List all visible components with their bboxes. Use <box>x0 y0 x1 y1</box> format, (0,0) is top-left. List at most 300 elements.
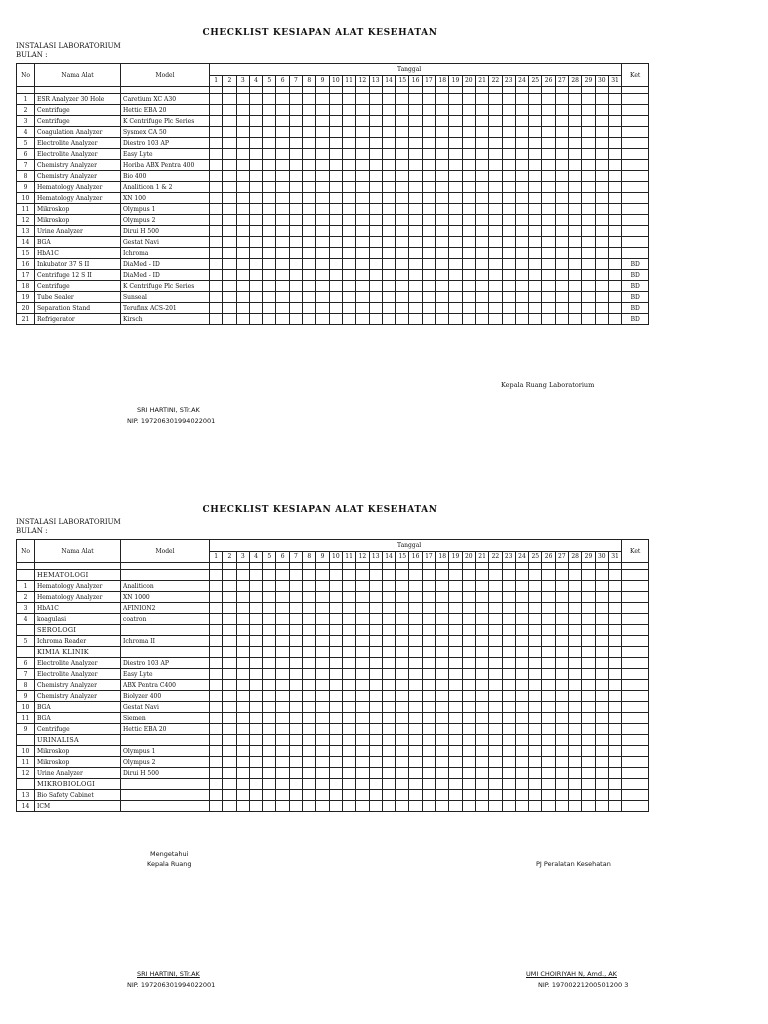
day-check-cell[interactable] <box>289 658 302 669</box>
day-check-cell[interactable] <box>582 724 595 735</box>
day-check-cell[interactable] <box>608 746 621 757</box>
day-check-cell[interactable] <box>369 138 382 149</box>
day-check-cell[interactable] <box>396 625 409 636</box>
day-check-cell[interactable] <box>542 570 555 581</box>
day-check-cell[interactable] <box>436 292 449 303</box>
day-check-cell[interactable] <box>382 768 395 779</box>
day-check-cell[interactable] <box>316 171 329 182</box>
day-check-cell[interactable] <box>236 105 249 116</box>
day-check-cell[interactable] <box>289 204 302 215</box>
day-check-cell[interactable] <box>263 204 276 215</box>
day-check-cell[interactable] <box>210 603 223 614</box>
day-check-cell[interactable] <box>276 281 289 292</box>
day-check-cell[interactable] <box>595 270 608 281</box>
day-check-cell[interactable] <box>595 768 608 779</box>
day-check-cell[interactable] <box>475 669 488 680</box>
day-check-cell[interactable] <box>276 94 289 105</box>
day-check-cell[interactable] <box>316 94 329 105</box>
day-check-cell[interactable] <box>316 768 329 779</box>
day-check-cell[interactable] <box>489 215 502 226</box>
day-check-cell[interactable] <box>369 127 382 138</box>
day-check-cell[interactable] <box>489 801 502 812</box>
day-check-cell[interactable] <box>236 215 249 226</box>
day-check-cell[interactable] <box>329 570 342 581</box>
day-check-cell[interactable] <box>569 669 582 680</box>
day-check-cell[interactable] <box>369 215 382 226</box>
day-check-cell[interactable] <box>555 292 568 303</box>
day-check-cell[interactable] <box>210 581 223 592</box>
day-check-cell[interactable] <box>263 680 276 691</box>
day-check-cell[interactable] <box>529 182 542 193</box>
day-check-cell[interactable] <box>369 570 382 581</box>
day-check-cell[interactable] <box>436 757 449 768</box>
day-check-cell[interactable] <box>462 570 475 581</box>
day-check-cell[interactable] <box>409 603 422 614</box>
day-check-cell[interactable] <box>316 215 329 226</box>
day-check-cell[interactable] <box>582 226 595 237</box>
day-check-cell[interactable] <box>462 270 475 281</box>
day-check-cell[interactable] <box>303 801 316 812</box>
day-check-cell[interactable] <box>409 713 422 724</box>
day-check-cell[interactable] <box>249 790 262 801</box>
day-check-cell[interactable] <box>502 757 515 768</box>
day-check-cell[interactable] <box>542 248 555 259</box>
day-check-cell[interactable] <box>436 614 449 625</box>
day-check-cell[interactable] <box>462 779 475 790</box>
day-check-cell[interactable] <box>542 724 555 735</box>
day-check-cell[interactable] <box>449 669 462 680</box>
day-check-cell[interactable] <box>236 592 249 603</box>
day-check-cell[interactable] <box>303 691 316 702</box>
day-check-cell[interactable] <box>608 757 621 768</box>
day-check-cell[interactable] <box>475 603 488 614</box>
day-check-cell[interactable] <box>449 270 462 281</box>
day-check-cell[interactable] <box>210 713 223 724</box>
day-check-cell[interactable] <box>582 713 595 724</box>
day-check-cell[interactable] <box>422 636 435 647</box>
day-check-cell[interactable] <box>303 647 316 658</box>
day-check-cell[interactable] <box>422 658 435 669</box>
day-check-cell[interactable] <box>303 735 316 746</box>
day-check-cell[interactable] <box>409 768 422 779</box>
day-check-cell[interactable] <box>608 702 621 713</box>
day-check-cell[interactable] <box>369 581 382 592</box>
day-check-cell[interactable] <box>462 614 475 625</box>
day-check-cell[interactable] <box>316 105 329 116</box>
day-check-cell[interactable] <box>502 680 515 691</box>
day-check-cell[interactable] <box>263 138 276 149</box>
day-check-cell[interactable] <box>210 691 223 702</box>
day-check-cell[interactable] <box>608 790 621 801</box>
day-check-cell[interactable] <box>555 281 568 292</box>
day-check-cell[interactable] <box>249 204 262 215</box>
day-check-cell[interactable] <box>569 226 582 237</box>
day-check-cell[interactable] <box>223 636 236 647</box>
day-check-cell[interactable] <box>263 757 276 768</box>
day-check-cell[interactable] <box>449 314 462 325</box>
day-check-cell[interactable] <box>263 94 276 105</box>
day-check-cell[interactable] <box>316 116 329 127</box>
day-check-cell[interactable] <box>475 237 488 248</box>
day-check-cell[interactable] <box>462 746 475 757</box>
day-check-cell[interactable] <box>475 592 488 603</box>
day-check-cell[interactable] <box>555 779 568 790</box>
day-check-cell[interactable] <box>515 790 528 801</box>
day-check-cell[interactable] <box>303 171 316 182</box>
day-check-cell[interactable] <box>249 636 262 647</box>
day-check-cell[interactable] <box>409 94 422 105</box>
day-check-cell[interactable] <box>422 171 435 182</box>
day-check-cell[interactable] <box>542 746 555 757</box>
day-check-cell[interactable] <box>263 237 276 248</box>
day-check-cell[interactable] <box>608 768 621 779</box>
day-check-cell[interactable] <box>396 603 409 614</box>
day-check-cell[interactable] <box>223 713 236 724</box>
day-check-cell[interactable] <box>475 204 488 215</box>
day-check-cell[interactable] <box>608 658 621 669</box>
day-check-cell[interactable] <box>608 603 621 614</box>
day-check-cell[interactable] <box>276 237 289 248</box>
day-check-cell[interactable] <box>462 138 475 149</box>
day-check-cell[interactable] <box>223 237 236 248</box>
day-check-cell[interactable] <box>462 757 475 768</box>
day-check-cell[interactable] <box>316 647 329 658</box>
day-check-cell[interactable] <box>236 603 249 614</box>
day-check-cell[interactable] <box>595 138 608 149</box>
day-check-cell[interactable] <box>356 691 369 702</box>
day-check-cell[interactable] <box>515 603 528 614</box>
day-check-cell[interactable] <box>342 768 355 779</box>
day-check-cell[interactable] <box>263 691 276 702</box>
day-check-cell[interactable] <box>382 116 395 127</box>
day-check-cell[interactable] <box>569 658 582 669</box>
day-check-cell[interactable] <box>210 248 223 259</box>
day-check-cell[interactable] <box>462 768 475 779</box>
day-check-cell[interactable] <box>608 647 621 658</box>
day-check-cell[interactable] <box>462 691 475 702</box>
day-check-cell[interactable] <box>475 757 488 768</box>
day-check-cell[interactable] <box>276 724 289 735</box>
day-check-cell[interactable] <box>422 204 435 215</box>
day-check-cell[interactable] <box>449 182 462 193</box>
day-check-cell[interactable] <box>329 193 342 204</box>
day-check-cell[interactable] <box>489 237 502 248</box>
day-check-cell[interactable] <box>263 625 276 636</box>
day-check-cell[interactable] <box>608 226 621 237</box>
day-check-cell[interactable] <box>595 248 608 259</box>
day-check-cell[interactable] <box>210 647 223 658</box>
day-check-cell[interactable] <box>515 237 528 248</box>
day-check-cell[interactable] <box>236 779 249 790</box>
day-check-cell[interactable] <box>422 614 435 625</box>
day-check-cell[interactable] <box>356 182 369 193</box>
day-check-cell[interactable] <box>462 259 475 270</box>
day-check-cell[interactable] <box>569 790 582 801</box>
day-check-cell[interactable] <box>396 314 409 325</box>
day-check-cell[interactable] <box>263 614 276 625</box>
day-check-cell[interactable] <box>582 691 595 702</box>
day-check-cell[interactable] <box>462 127 475 138</box>
day-check-cell[interactable] <box>489 149 502 160</box>
day-check-cell[interactable] <box>529 160 542 171</box>
day-check-cell[interactable] <box>436 779 449 790</box>
day-check-cell[interactable] <box>329 581 342 592</box>
day-check-cell[interactable] <box>289 182 302 193</box>
day-check-cell[interactable] <box>210 669 223 680</box>
day-check-cell[interactable] <box>223 768 236 779</box>
day-check-cell[interactable] <box>223 160 236 171</box>
day-check-cell[interactable] <box>276 292 289 303</box>
day-check-cell[interactable] <box>569 603 582 614</box>
day-check-cell[interactable] <box>276 614 289 625</box>
day-check-cell[interactable] <box>462 237 475 248</box>
day-check-cell[interactable] <box>276 138 289 149</box>
day-check-cell[interactable] <box>369 281 382 292</box>
day-check-cell[interactable] <box>475 171 488 182</box>
day-check-cell[interactable] <box>329 702 342 713</box>
day-check-cell[interactable] <box>356 116 369 127</box>
day-check-cell[interactable] <box>475 149 488 160</box>
day-check-cell[interactable] <box>342 680 355 691</box>
day-check-cell[interactable] <box>489 592 502 603</box>
day-check-cell[interactable] <box>542 171 555 182</box>
day-check-cell[interactable] <box>303 669 316 680</box>
day-check-cell[interactable] <box>249 614 262 625</box>
day-check-cell[interactable] <box>462 204 475 215</box>
day-check-cell[interactable] <box>223 270 236 281</box>
day-check-cell[interactable] <box>595 215 608 226</box>
day-check-cell[interactable] <box>210 790 223 801</box>
day-check-cell[interactable] <box>342 603 355 614</box>
day-check-cell[interactable] <box>608 581 621 592</box>
day-check-cell[interactable] <box>449 171 462 182</box>
day-check-cell[interactable] <box>236 702 249 713</box>
day-check-cell[interactable] <box>542 270 555 281</box>
day-check-cell[interactable] <box>210 702 223 713</box>
day-check-cell[interactable] <box>409 757 422 768</box>
day-check-cell[interactable] <box>342 182 355 193</box>
day-check-cell[interactable] <box>342 314 355 325</box>
day-check-cell[interactable] <box>236 691 249 702</box>
day-check-cell[interactable] <box>595 160 608 171</box>
day-check-cell[interactable] <box>236 226 249 237</box>
day-check-cell[interactable] <box>356 193 369 204</box>
day-check-cell[interactable] <box>502 116 515 127</box>
day-check-cell[interactable] <box>582 592 595 603</box>
day-check-cell[interactable] <box>396 790 409 801</box>
day-check-cell[interactable] <box>356 669 369 680</box>
day-check-cell[interactable] <box>449 735 462 746</box>
day-check-cell[interactable] <box>356 204 369 215</box>
day-check-cell[interactable] <box>236 94 249 105</box>
day-check-cell[interactable] <box>329 314 342 325</box>
day-check-cell[interactable] <box>276 603 289 614</box>
day-check-cell[interactable] <box>449 713 462 724</box>
day-check-cell[interactable] <box>236 625 249 636</box>
day-check-cell[interactable] <box>263 292 276 303</box>
day-check-cell[interactable] <box>316 669 329 680</box>
day-check-cell[interactable] <box>569 581 582 592</box>
day-check-cell[interactable] <box>329 149 342 160</box>
day-check-cell[interactable] <box>475 303 488 314</box>
day-check-cell[interactable] <box>210 768 223 779</box>
day-check-cell[interactable] <box>436 735 449 746</box>
day-check-cell[interactable] <box>329 768 342 779</box>
day-check-cell[interactable] <box>529 248 542 259</box>
day-check-cell[interactable] <box>569 625 582 636</box>
day-check-cell[interactable] <box>356 105 369 116</box>
day-check-cell[interactable] <box>569 281 582 292</box>
day-check-cell[interactable] <box>529 592 542 603</box>
day-check-cell[interactable] <box>608 182 621 193</box>
day-check-cell[interactable] <box>502 790 515 801</box>
day-check-cell[interactable] <box>582 182 595 193</box>
day-check-cell[interactable] <box>409 303 422 314</box>
day-check-cell[interactable] <box>303 259 316 270</box>
day-check-cell[interactable] <box>263 658 276 669</box>
day-check-cell[interactable] <box>462 281 475 292</box>
day-check-cell[interactable] <box>329 204 342 215</box>
day-check-cell[interactable] <box>223 105 236 116</box>
day-check-cell[interactable] <box>249 116 262 127</box>
day-check-cell[interactable] <box>582 105 595 116</box>
day-check-cell[interactable] <box>608 570 621 581</box>
day-check-cell[interactable] <box>249 105 262 116</box>
day-check-cell[interactable] <box>249 303 262 314</box>
day-check-cell[interactable] <box>263 581 276 592</box>
day-check-cell[interactable] <box>316 658 329 669</box>
day-check-cell[interactable] <box>356 658 369 669</box>
day-check-cell[interactable] <box>236 237 249 248</box>
day-check-cell[interactable] <box>515 779 528 790</box>
day-check-cell[interactable] <box>316 735 329 746</box>
day-check-cell[interactable] <box>289 226 302 237</box>
day-check-cell[interactable] <box>515 270 528 281</box>
day-check-cell[interactable] <box>210 735 223 746</box>
day-check-cell[interactable] <box>329 680 342 691</box>
day-check-cell[interactable] <box>502 647 515 658</box>
day-check-cell[interactable] <box>569 768 582 779</box>
day-check-cell[interactable] <box>475 768 488 779</box>
day-check-cell[interactable] <box>409 248 422 259</box>
day-check-cell[interactable] <box>422 713 435 724</box>
day-check-cell[interactable] <box>249 314 262 325</box>
day-check-cell[interactable] <box>436 116 449 127</box>
day-check-cell[interactable] <box>409 193 422 204</box>
day-check-cell[interactable] <box>223 248 236 259</box>
day-check-cell[interactable] <box>489 658 502 669</box>
day-check-cell[interactable] <box>515 702 528 713</box>
day-check-cell[interactable] <box>608 614 621 625</box>
day-check-cell[interactable] <box>356 614 369 625</box>
day-check-cell[interactable] <box>316 138 329 149</box>
day-check-cell[interactable] <box>369 669 382 680</box>
day-check-cell[interactable] <box>489 127 502 138</box>
day-check-cell[interactable] <box>236 259 249 270</box>
day-check-cell[interactable] <box>422 237 435 248</box>
day-check-cell[interactable] <box>409 138 422 149</box>
day-check-cell[interactable] <box>263 735 276 746</box>
day-check-cell[interactable] <box>515 193 528 204</box>
day-check-cell[interactable] <box>409 724 422 735</box>
day-check-cell[interactable] <box>236 581 249 592</box>
day-check-cell[interactable] <box>489 193 502 204</box>
day-check-cell[interactable] <box>436 801 449 812</box>
day-check-cell[interactable] <box>342 636 355 647</box>
day-check-cell[interactable] <box>489 603 502 614</box>
day-check-cell[interactable] <box>329 171 342 182</box>
day-check-cell[interactable] <box>436 160 449 171</box>
day-check-cell[interactable] <box>210 570 223 581</box>
day-check-cell[interactable] <box>223 314 236 325</box>
day-check-cell[interactable] <box>409 680 422 691</box>
day-check-cell[interactable] <box>515 259 528 270</box>
day-check-cell[interactable] <box>249 182 262 193</box>
day-check-cell[interactable] <box>210 259 223 270</box>
day-check-cell[interactable] <box>422 669 435 680</box>
day-check-cell[interactable] <box>529 237 542 248</box>
day-check-cell[interactable] <box>529 226 542 237</box>
day-check-cell[interactable] <box>582 790 595 801</box>
day-check-cell[interactable] <box>582 669 595 680</box>
day-check-cell[interactable] <box>342 226 355 237</box>
day-check-cell[interactable] <box>369 149 382 160</box>
day-check-cell[interactable] <box>396 193 409 204</box>
day-check-cell[interactable] <box>303 292 316 303</box>
day-check-cell[interactable] <box>515 303 528 314</box>
day-check-cell[interactable] <box>210 215 223 226</box>
day-check-cell[interactable] <box>555 603 568 614</box>
day-check-cell[interactable] <box>329 248 342 259</box>
day-check-cell[interactable] <box>210 303 223 314</box>
day-check-cell[interactable] <box>329 259 342 270</box>
day-check-cell[interactable] <box>475 570 488 581</box>
day-check-cell[interactable] <box>223 724 236 735</box>
day-check-cell[interactable] <box>356 757 369 768</box>
day-check-cell[interactable] <box>396 757 409 768</box>
day-check-cell[interactable] <box>303 614 316 625</box>
day-check-cell[interactable] <box>223 127 236 138</box>
day-check-cell[interactable] <box>382 658 395 669</box>
day-check-cell[interactable] <box>436 570 449 581</box>
day-check-cell[interactable] <box>382 713 395 724</box>
day-check-cell[interactable] <box>515 281 528 292</box>
day-check-cell[interactable] <box>223 581 236 592</box>
day-check-cell[interactable] <box>582 270 595 281</box>
day-check-cell[interactable] <box>223 790 236 801</box>
day-check-cell[interactable] <box>595 779 608 790</box>
day-check-cell[interactable] <box>515 625 528 636</box>
day-check-cell[interactable] <box>289 105 302 116</box>
day-check-cell[interactable] <box>210 138 223 149</box>
day-check-cell[interactable] <box>276 215 289 226</box>
day-check-cell[interactable] <box>502 713 515 724</box>
day-check-cell[interactable] <box>569 647 582 658</box>
day-check-cell[interactable] <box>249 713 262 724</box>
day-check-cell[interactable] <box>289 270 302 281</box>
day-check-cell[interactable] <box>502 603 515 614</box>
day-check-cell[interactable] <box>436 182 449 193</box>
day-check-cell[interactable] <box>382 314 395 325</box>
day-check-cell[interactable] <box>369 314 382 325</box>
day-check-cell[interactable] <box>249 248 262 259</box>
day-check-cell[interactable] <box>422 647 435 658</box>
day-check-cell[interactable] <box>223 138 236 149</box>
day-check-cell[interactable] <box>289 746 302 757</box>
day-check-cell[interactable] <box>276 702 289 713</box>
day-check-cell[interactable] <box>289 592 302 603</box>
day-check-cell[interactable] <box>369 204 382 215</box>
